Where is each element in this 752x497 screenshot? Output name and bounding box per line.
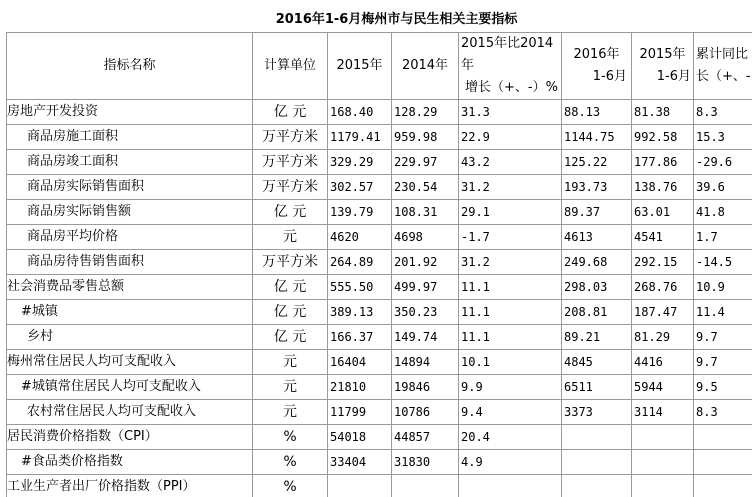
unit-cell: 亿 元 [253, 100, 328, 125]
unit-cell: 亿 元 [253, 325, 328, 350]
table-row [7, 250, 752, 275]
value-2014-cell: 230.54 [392, 175, 459, 200]
value-2014-cell: 14894 [392, 350, 459, 375]
table-row [7, 475, 752, 497]
indicator-name-cell: 商品房实际销售面积 [7, 175, 253, 200]
cumulative-growth-cell: 10.9 [694, 275, 752, 300]
value-2014-cell: 149.74 [392, 325, 459, 350]
growth-cell: 31.3 [459, 100, 562, 125]
indicator-name-cell: #食品类价格指数 [7, 450, 253, 475]
cumulative-growth-cell: 8.3 [694, 100, 752, 125]
table-row [7, 225, 752, 250]
table-row [7, 100, 752, 125]
value-2016-h1-cell: 4845 [562, 350, 632, 375]
header-cumulative-line2: 长（+、- [696, 69, 751, 84]
value-2014-cell: 229.97 [392, 150, 459, 175]
value-2015-h1-cell: 992.58 [632, 125, 694, 150]
header-2015-h1-line2: 1-6月 [656, 69, 691, 84]
value-2016-h1-cell: 1144.75 [562, 125, 632, 150]
growth-cell: 9.9 [459, 375, 562, 400]
value-2015-h1-cell [632, 475, 694, 497]
indicator-name-cell: 居民消费价格指数（CPI） [7, 425, 253, 450]
value-2014-cell: 959.98 [392, 125, 459, 150]
unit-cell: 元 [253, 225, 328, 250]
value-2015-h1-cell: 177.86 [632, 150, 694, 175]
unit-cell: 亿 元 [253, 275, 328, 300]
value-2015-cell: 302.57 [328, 175, 392, 200]
growth-cell: 31.2 [459, 250, 562, 275]
header-indicator-name: 指标名称 [7, 33, 253, 100]
value-2016-h1-cell: 6511 [562, 375, 632, 400]
value-2015-cell: 166.37 [328, 325, 392, 350]
value-2015-h1-cell [632, 450, 694, 475]
header-unit: 计算单位 [253, 33, 328, 100]
value-2015-h1-cell: 268.76 [632, 275, 694, 300]
value-2014-cell: 201.92 [392, 250, 459, 275]
value-2015-cell: 139.79 [328, 200, 392, 225]
header-cumulative [694, 33, 752, 100]
indicator-name-cell: 社会消费品零售总额 [7, 275, 253, 300]
cumulative-growth-cell: -14.5 [694, 250, 752, 275]
value-2016-h1-cell: 298.03 [562, 275, 632, 300]
value-2014-cell: 350.23 [392, 300, 459, 325]
growth-cell: 11.1 [459, 325, 562, 350]
cumulative-growth-cell: 39.6 [694, 175, 752, 200]
header-2015-h1 [632, 33, 694, 100]
value-2014-cell: 44857 [392, 425, 459, 450]
value-2014-cell: 10786 [392, 400, 459, 425]
value-2016-h1-cell [562, 475, 632, 497]
value-2016-h1-cell: 89.37 [562, 200, 632, 225]
value-2015-cell: 21810 [328, 375, 392, 400]
table-row [7, 400, 752, 425]
growth-cell: -1.7 [459, 225, 562, 250]
cumulative-growth-cell: 1.7 [694, 225, 752, 250]
value-2014-cell: 128.29 [392, 100, 459, 125]
table-title: 2016年1-6月梅州市与民生相关主要指标 [7, 8, 752, 33]
unit-cell: 万平方米 [253, 250, 328, 275]
cumulative-growth-cell [694, 475, 752, 497]
value-2015-cell [328, 475, 392, 497]
growth-cell: 31.2 [459, 175, 562, 200]
table-row [7, 175, 752, 200]
value-2016-h1-cell: 89.21 [562, 325, 632, 350]
value-2015-h1-cell [632, 425, 694, 450]
indicator-name-cell: 梅州常住居民人均可支配收入 [7, 350, 253, 375]
unit-cell: % [253, 425, 328, 450]
value-2014-cell: 4698 [392, 225, 459, 250]
value-2015-h1-cell: 81.38 [632, 100, 694, 125]
value-2015-cell: 54018 [328, 425, 392, 450]
table-row [7, 375, 752, 400]
indicator-name-cell: 农村常住居民人均可支配收入 [7, 400, 253, 425]
indicator-name-cell: 商品房平均价格 [7, 225, 253, 250]
value-2016-h1-cell [562, 450, 632, 475]
cumulative-growth-cell [694, 450, 752, 475]
indicator-name-cell: 工业生产者出厂价格指数（PPI） [7, 475, 253, 497]
unit-cell: 亿 元 [253, 300, 328, 325]
table-row [7, 150, 752, 175]
value-2015-cell: 33404 [328, 450, 392, 475]
header-2015-h1-line1: 2015年 [639, 47, 686, 62]
value-2015-cell: 264.89 [328, 250, 392, 275]
value-2014-cell: 31830 [392, 450, 459, 475]
indicator-name-cell: 商品房待售销售面积 [7, 250, 253, 275]
value-2015-cell: 4620 [328, 225, 392, 250]
value-2014-cell: 108.31 [392, 200, 459, 225]
growth-cell: 20.4 [459, 425, 562, 450]
unit-cell: 万平方米 [253, 150, 328, 175]
table-row [7, 325, 752, 350]
table-row [7, 450, 752, 475]
cumulative-growth-cell: 9.5 [694, 375, 752, 400]
cumulative-growth-cell [694, 425, 752, 450]
indicator-name-cell: 商品房竣工面积 [7, 150, 253, 175]
value-2015-cell: 11799 [328, 400, 392, 425]
value-2015-h1-cell: 5944 [632, 375, 694, 400]
value-2015-h1-cell: 4416 [632, 350, 694, 375]
header-2016-h1-line2: 1-6月 [592, 69, 627, 84]
cumulative-growth-cell: 9.7 [694, 350, 752, 375]
unit-cell: % [253, 450, 328, 475]
cumulative-growth-cell: 9.7 [694, 325, 752, 350]
unit-cell: 万平方米 [253, 125, 328, 150]
header-cumulative-line1: 累计同比 [696, 47, 749, 62]
value-2015-cell: 389.13 [328, 300, 392, 325]
indicator-name-cell: 商品房施工面积 [7, 125, 253, 150]
value-2015-cell: 1179.41 [328, 125, 392, 150]
value-2016-h1-cell: 208.81 [562, 300, 632, 325]
cumulative-growth-cell: 41.8 [694, 200, 752, 225]
growth-cell: 11.1 [459, 300, 562, 325]
value-2016-h1-cell: 88.13 [562, 100, 632, 125]
unit-cell: 万平方米 [253, 175, 328, 200]
indicator-name-cell: 商品房实际销售额 [7, 200, 253, 225]
unit-cell: 元 [253, 375, 328, 400]
value-2016-h1-cell: 4613 [562, 225, 632, 250]
table-row [7, 125, 752, 150]
growth-cell [459, 475, 562, 497]
indicator-name-cell: #城镇 [7, 300, 253, 325]
table-row [7, 200, 752, 225]
value-2015-cell: 168.40 [328, 100, 392, 125]
growth-cell: 10.1 [459, 350, 562, 375]
value-2016-h1-cell: 3373 [562, 400, 632, 425]
growth-cell: 29.1 [459, 200, 562, 225]
indicator-table [6, 8, 752, 497]
cumulative-growth-cell: 15.3 [694, 125, 752, 150]
value-2015-cell: 329.29 [328, 150, 392, 175]
value-2014-cell: 19846 [392, 375, 459, 400]
header-2016-h1-line1: 2016年 [573, 47, 620, 62]
table-row [7, 425, 752, 450]
header-2015: 2015年 [328, 33, 392, 100]
unit-cell: 元 [253, 400, 328, 425]
growth-cell: 43.2 [459, 150, 562, 175]
table-row [7, 300, 752, 325]
value-2014-cell [392, 475, 459, 497]
header-2016-h1 [562, 33, 632, 100]
cumulative-growth-cell: 11.4 [694, 300, 752, 325]
unit-cell: 亿 元 [253, 200, 328, 225]
title-row [7, 8, 752, 33]
table-row [7, 275, 752, 300]
indicator-name-cell: #城镇常住居民人均可支配收入 [7, 375, 253, 400]
header-growth-line2: 增长（+、-）% [465, 80, 558, 95]
value-2016-h1-cell: 249.68 [562, 250, 632, 275]
value-2015-h1-cell: 4541 [632, 225, 694, 250]
cumulative-growth-cell: 8.3 [694, 400, 752, 425]
growth-cell: 9.4 [459, 400, 562, 425]
value-2015-h1-cell: 63.01 [632, 200, 694, 225]
value-2016-h1-cell: 125.22 [562, 150, 632, 175]
value-2015-h1-cell: 138.76 [632, 175, 694, 200]
indicator-name-cell: 房地产开发投资 [7, 100, 253, 125]
header-growth [459, 33, 562, 100]
value-2015-h1-cell: 3114 [632, 400, 694, 425]
value-2015-h1-cell: 187.47 [632, 300, 694, 325]
value-2016-h1-cell [562, 425, 632, 450]
header-2014: 2014年 [392, 33, 459, 100]
value-2015-cell: 555.50 [328, 275, 392, 300]
growth-cell: 11.1 [459, 275, 562, 300]
value-2015-h1-cell: 81.29 [632, 325, 694, 350]
unit-cell: 元 [253, 350, 328, 375]
growth-cell: 22.9 [459, 125, 562, 150]
cumulative-growth-cell: -29.6 [694, 150, 752, 175]
value-2014-cell: 499.97 [392, 275, 459, 300]
header-growth-line1: 2015年比2014年 [461, 36, 554, 73]
value-2015-cell: 16404 [328, 350, 392, 375]
growth-cell: 4.9 [459, 450, 562, 475]
table-row [7, 350, 752, 375]
value-2016-h1-cell: 193.73 [562, 175, 632, 200]
value-2015-h1-cell: 292.15 [632, 250, 694, 275]
unit-cell: % [253, 475, 328, 497]
indicator-name-cell: 乡村 [7, 325, 253, 350]
header-row [7, 33, 752, 100]
